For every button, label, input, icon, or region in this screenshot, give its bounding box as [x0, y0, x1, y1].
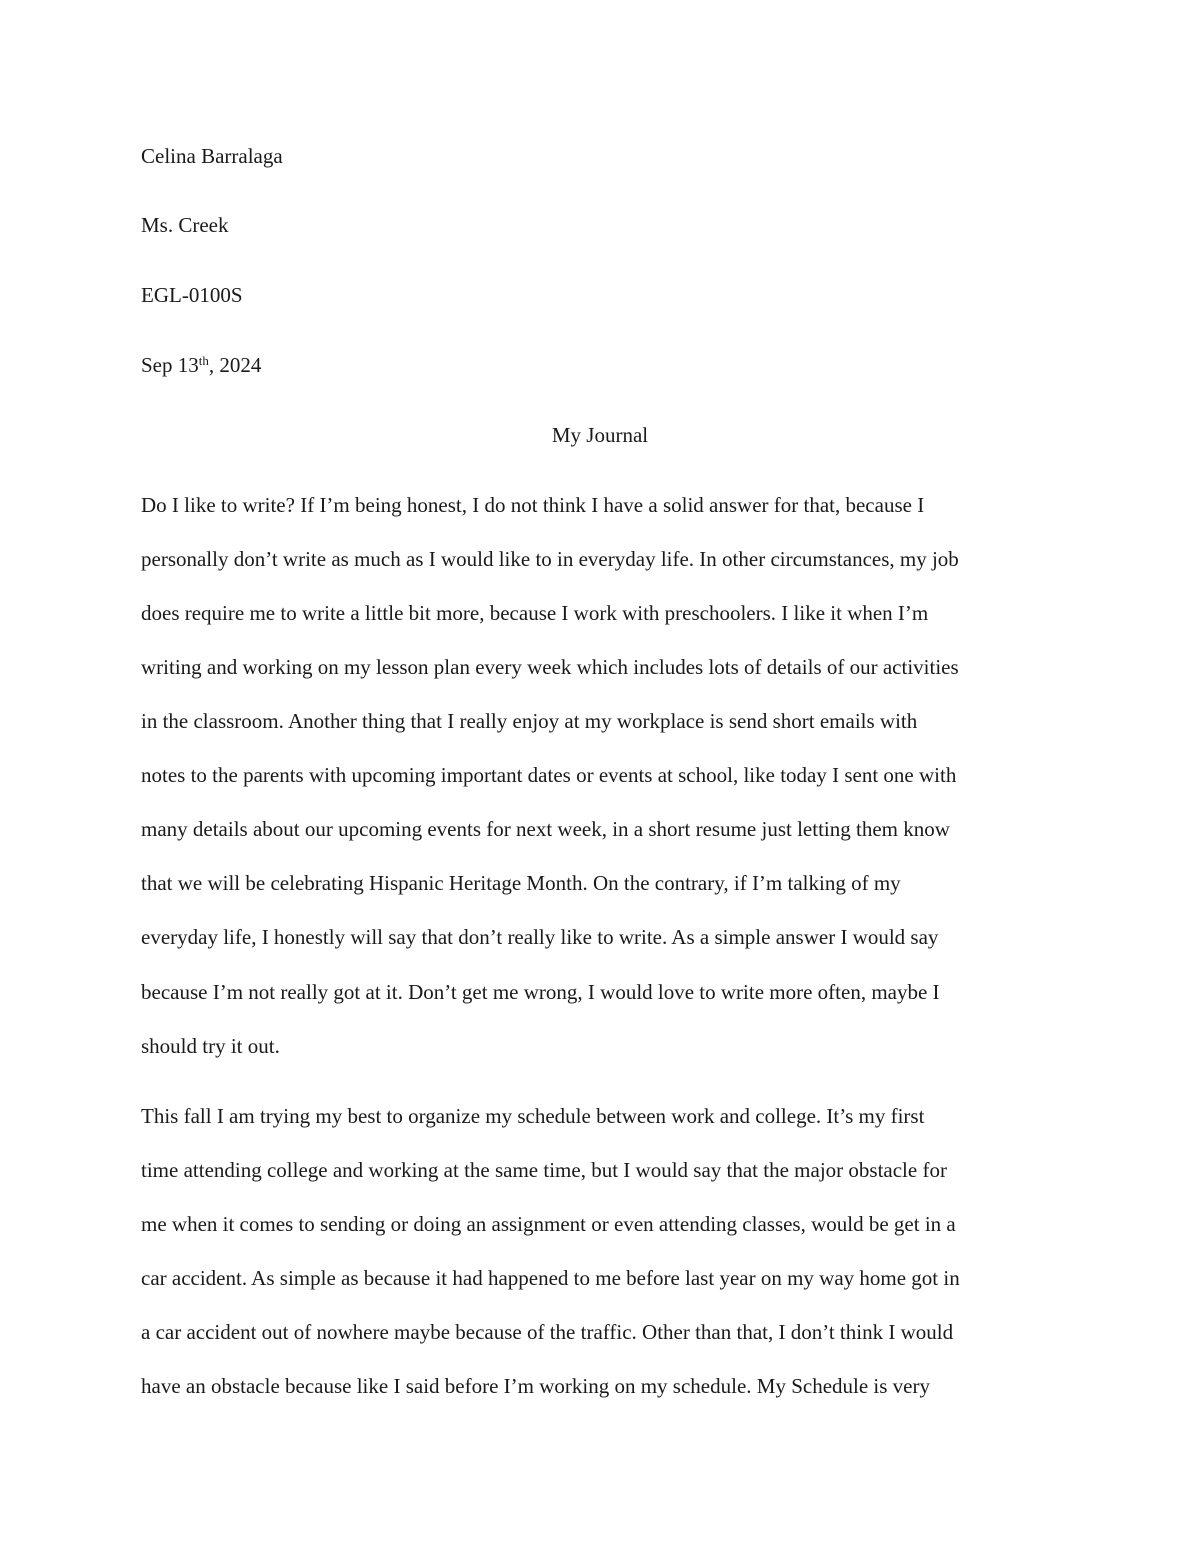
- body-line: have an obstacle because like I said before I’m working on my schedule. My Schedule is very: [141, 1374, 930, 1398]
- body-line: does require me to write a little bit more, because I work with preschoolers. I like it when I’m: [141, 601, 929, 625]
- course-code: EGL-0100S: [141, 283, 243, 307]
- document-title: My Journal: [551, 423, 649, 447]
- body-line: because I’m not really got at it. Don’t get me wrong, I would love to write more often, maybe I: [141, 980, 940, 1004]
- body-line: Do I like to write? If I’m being honest, I do not think I have a solid answer for that, because I: [141, 493, 925, 517]
- body-line: should try it out.: [141, 1034, 280, 1058]
- body-line: a car accident out of nowhere maybe because of the traffic. Other than that, I don’t think I would: [141, 1320, 954, 1344]
- date-year: , 2024: [208, 353, 262, 377]
- date-month-day: Sep 13: [141, 353, 199, 377]
- body-line: me when it comes to sending or doing an assignment or even attending classes, would be get in a: [141, 1212, 956, 1236]
- body-line: that we will be celebrating Hispanic Heritage Month. On the contrary, if I’m talking of my: [141, 871, 901, 895]
- body-line: writing and working on my lesson plan every week which includes lots of details of our activities: [141, 655, 959, 679]
- date-ordinal-suffix: th: [198, 353, 209, 368]
- body-line: everyday life, I honestly will say that don’t really like to write. As a simple answer I would say: [141, 925, 939, 949]
- body-line: notes to the parents with upcoming important dates or events at school, like today I sent one with: [141, 763, 957, 787]
- instructor-name: Ms. Creek: [141, 213, 229, 237]
- body-line: in the classroom. Another thing that I really enjoy at my workplace is send short emails with: [141, 709, 918, 733]
- body-line: many details about our upcoming events for next week, in a short resume just letting them know: [141, 817, 950, 841]
- document-date: [141, 351, 261, 379]
- body-line: time attending college and working at the same time, but I would say that the major obstacle for: [141, 1158, 947, 1182]
- body-line: This fall I am trying my best to organize my schedule between work and college. It’s my first: [141, 1104, 925, 1128]
- body-line: car accident. As simple as because it had happened to me before last year on my way home got in: [141, 1266, 960, 1290]
- body-line: personally don’t write as much as I would like to in everyday life. In other circumstances, my job: [141, 547, 959, 571]
- student-name: Celina Barralaga: [141, 144, 283, 168]
